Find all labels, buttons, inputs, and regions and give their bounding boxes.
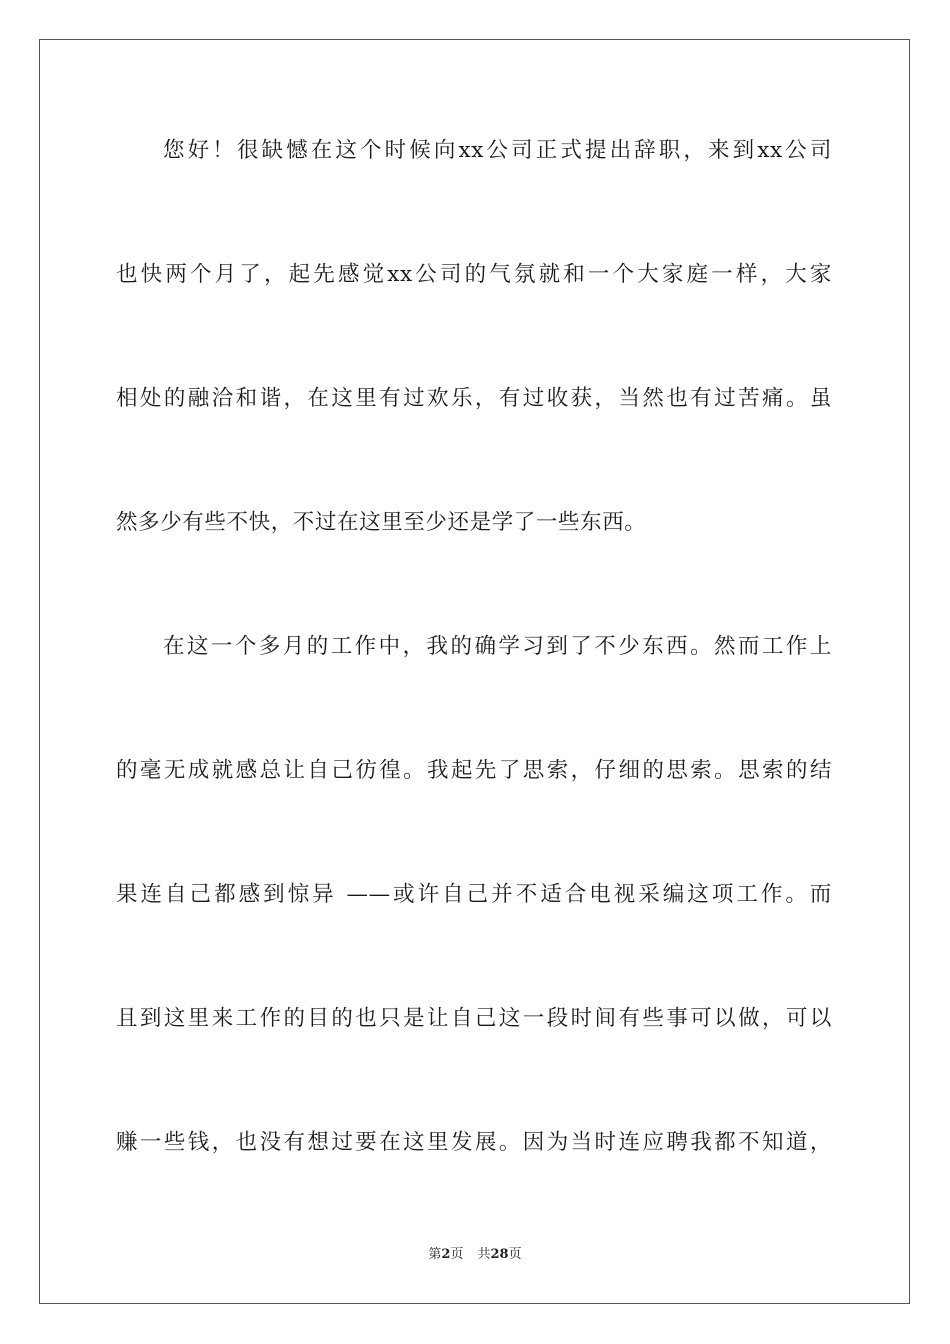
paragraph-1-line-4: 然多少有些不快，不过在这里至少还是学了一些东西。 — [116, 510, 647, 535]
page-label-suffix: 页 — [450, 1247, 464, 1262]
total-label-prefix: 共 — [477, 1247, 491, 1262]
total-pages-number: 28 — [490, 1247, 509, 1262]
paragraph-2-line-1: 在这一个多月的工作中，我的确学习到了不少东西。然而工作上 — [163, 634, 832, 659]
paragraph-2-line-3: 果连自己都感到惊异 ——或许自己并不适合电视采编这项工作。而 — [116, 882, 832, 907]
paragraph-1-line-3: 相处的融洽和谐，在这里有过欢乐，有过收获，当然也有过苦痛。虽 — [116, 386, 832, 411]
current-page-number: 2 — [441, 1247, 451, 1262]
total-label-suffix: 页 — [508, 1247, 522, 1262]
page-border — [39, 39, 910, 1304]
paragraph-1-line-1: 您好！很缺憾在这个时候向xx公司正式提出辞职，来到xx公司 — [163, 138, 832, 163]
paragraph-1-line-2: 也快两个月了，起先感觉xx公司的气氛就和一个大家庭一样，大家 — [116, 262, 832, 287]
paragraph-2-line-2: 的毫无成就感总让自己彷徨。我起先了思索，仔细的思索。思索的结 — [116, 758, 832, 783]
page-footer — [0, 1246, 950, 1264]
paragraph-2-line-5: 赚一些钱，也没有想过要在这里发展。因为当时连应聘我都不知道， — [116, 1130, 832, 1155]
page-label-prefix: 第 — [428, 1247, 442, 1262]
paragraph-2-line-4: 且到这里来工作的目的也只是让自己这一段时间有些事可以做，可以 — [116, 1006, 832, 1031]
